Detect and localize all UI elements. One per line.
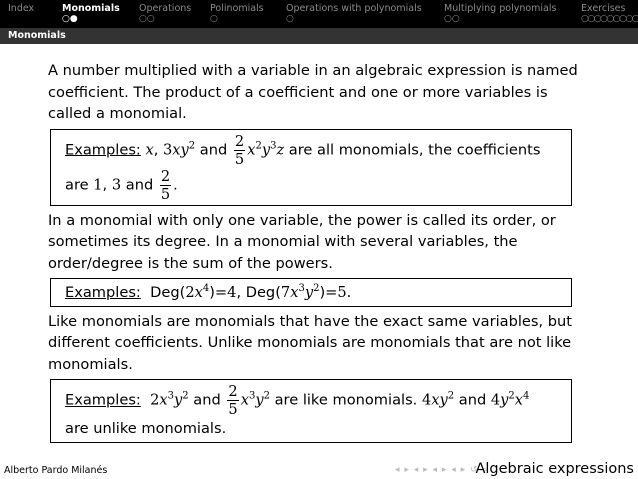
order-paragraph: In a monomial with only one variable, the power is called its order, or sometimes its degree. In a monomial with several variables, the order/degree is the sum of the powers.: [48, 211, 556, 272]
nav-item-operations-polynomials[interactable]: Operations with polynomials: [286, 3, 422, 14]
nav-dots-multiplying-polynomials[interactable]: ○○: [444, 14, 460, 24]
coefficient-three: 3: [111, 176, 122, 193]
and-text: and: [193, 391, 221, 409]
nav-item-operations[interactable]: Operations: [139, 3, 192, 14]
footer: [0, 461, 638, 479]
fraction-two-fifths: $\frac{2}{5}$: [228, 383, 238, 418]
and-text: and: [199, 141, 228, 158]
deg-value-4: =4: [214, 284, 237, 301]
examples-label: Examples:: [65, 391, 141, 409]
examples-label: Examples:: [65, 141, 141, 158]
top-navigation-bar: [0, 0, 638, 28]
slide-content: [48, 60, 588, 447]
unlike-text: are unlike monomials.: [65, 420, 227, 437]
section-title-bar: [0, 28, 638, 44]
nav-dots-operations-polynomials[interactable]: ○: [286, 14, 294, 24]
examples-box-monomials: Examples: x, $3xy^2$ and $\frac{2}{5}$ $x^2y^3z$ are all monomials, the coefficients are 1, 3 and $\frac{2}{5}$ .: [50, 129, 572, 206]
fraction-two-fifths: $\frac{2}{5}$: [160, 167, 171, 203]
nav-dots-operations[interactable]: ○○: [139, 14, 155, 24]
deg-text: Deg: [150, 284, 180, 301]
examples-box-degree: Examples: $Deg(2x^4)=4$, $Deg(7x^3y^2)=5$.: [50, 278, 572, 307]
deg-value-5: =5.: [325, 284, 352, 301]
examples-box-like: Examples: $2x^3y^2$ and $\frac{2}{5}$ $x^3y^2$ are like monomials. $4xy^2$ and $4y^2x^4$ are unlike monomials.: [50, 379, 572, 443]
nav-item-monomials[interactable]: Monomials: [62, 3, 120, 14]
are-text: are: [65, 176, 89, 193]
nav-dots-polinomials[interactable]: ○: [210, 14, 218, 24]
footer-author: Alberto Pardo Milanés: [4, 465, 108, 476]
nav-item-polinomials[interactable]: Polinomials: [210, 3, 264, 14]
fraction-two-fifths: $\frac{2}{5}$: [234, 132, 245, 168]
definition-paragraph: A number multiplied with a variable in an algebraic expression is named coefficient. The product of a coefficient and one or more variables is called a monomial.: [48, 62, 578, 122]
and-text: and: [125, 176, 154, 193]
nav-item-exercises[interactable]: Exercises: [581, 3, 626, 14]
examples-label: Examples:: [65, 284, 141, 301]
footer-title: Algebraic expressions: [475, 461, 634, 477]
nav-item-multiplying-polynomials[interactable]: Multiplying polynomials: [444, 3, 557, 14]
nav-item-index[interactable]: Index: [8, 3, 35, 14]
like-text: are like monomials.: [274, 391, 418, 409]
beamer-navigation-controls[interactable]: ◂ ▸ ◂ ▸ ◂ ▸ ◂ ▸ ↺ ⌕: [395, 465, 489, 475]
nav-dots-monomials[interactable]: ○●: [62, 14, 78, 24]
like-monomials-paragraph: Like monomials are monomials that have the exact same variables, but different coefficients. Unlike monomials are monomials that are not like monomials.: [48, 312, 573, 373]
deg-text: Deg: [245, 284, 276, 301]
coefficient-one: 1: [93, 176, 103, 193]
example1-tail: are all monomials, the coefficients: [288, 141, 541, 158]
and-text: and: [458, 391, 487, 409]
nav-dots-exercises[interactable]: ○○○○○○○○○: [581, 14, 638, 24]
section-title: Monomials: [8, 30, 66, 41]
